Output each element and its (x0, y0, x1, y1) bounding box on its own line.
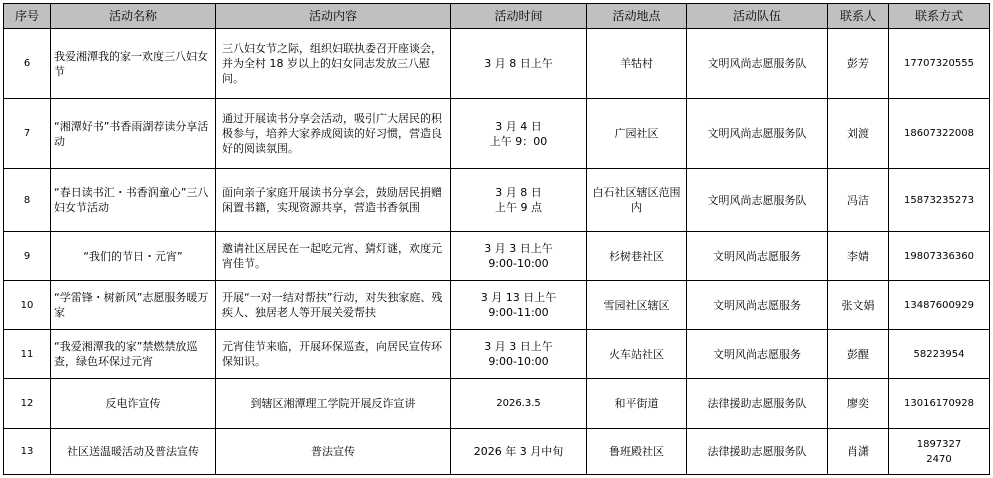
activity-name: 我爱湘潭我的家一欢度三八妇女节 (51, 29, 216, 99)
activity-content: 三八妇女节之际，组织妇联执委召开座谈会，并为全村 18 岁以上的妇女同志发放三八慰问。 (216, 29, 451, 99)
contact-phone: 1897327 2470 (889, 429, 990, 475)
activity-team: 文明风尚志愿服务队 (687, 99, 828, 169)
activity-content: 元宵佳节来临，开展环保巡查，向居民宣传环保知识。 (216, 330, 451, 379)
activity-time: 3 月 13 日上午 9:00-11:00 (451, 281, 587, 330)
contact-phone: 17707320555 (889, 29, 990, 99)
header-contact: 联系人 (828, 4, 889, 29)
contact-person: 李婧 (828, 232, 889, 281)
header-row (4, 4, 990, 29)
row-number: 12 (4, 379, 51, 429)
activity-content: 面向亲子家庭开展读书分享会，鼓励居民捐赠闲置书籍，实现资源共享，营造书香氛围 (216, 169, 451, 232)
table-row (4, 379, 990, 429)
activity-name: “我们的节日・元宵” (51, 232, 216, 281)
activity-name: 反电诈宣传 (51, 379, 216, 429)
header-time: 活动时间 (451, 4, 587, 29)
contact-person: 彭醒 (828, 330, 889, 379)
header-place: 活动地点 (587, 4, 687, 29)
header-phone: 联系方式 (889, 4, 990, 29)
table-row (4, 429, 990, 475)
activity-name: “我爱湘潭我的家”禁燃禁放巡查，绿色环保过元宵 (51, 330, 216, 379)
activity-place: 羊牯村 (587, 29, 687, 99)
activity-place: 雪园社区辖区 (587, 281, 687, 330)
contact-phone: 13016170928 (889, 379, 990, 429)
activity-place: 杉树巷社区 (587, 232, 687, 281)
activity-team: 文明风尚志愿服务 (687, 232, 828, 281)
contact-person: 肖潇 (828, 429, 889, 475)
contact-phone: 15873235273 (889, 169, 990, 232)
header-content: 活动内容 (216, 4, 451, 29)
activity-name: “学雷锋・树新风”志愿服务暖万家 (51, 281, 216, 330)
activity-place: 和平街道 (587, 379, 687, 429)
activity-time: 2026 年 3 月中旬 (451, 429, 587, 475)
activity-team: 文明风尚志愿服务队 (687, 29, 828, 99)
header-no: 序号 (4, 4, 51, 29)
activity-place: 白石社区辖区范围内 (587, 169, 687, 232)
table-row (4, 29, 990, 99)
activity-table (3, 3, 990, 475)
row-number: 10 (4, 281, 51, 330)
activity-name: “春日读书汇・书香润童心”三八妇女节活动 (51, 169, 216, 232)
activity-team: 法律援助志愿服务队 (687, 429, 828, 475)
contact-phone: 19807336360 (889, 232, 990, 281)
row-number: 9 (4, 232, 51, 281)
row-number: 11 (4, 330, 51, 379)
activity-name: “湘潭好书”书香雨湖荐读分享活动 (51, 99, 216, 169)
activity-content: 通过开展读书分享会活动，吸引广大居民的积极参与，培养大家养成阅读的好习惯，营造良好的阅读氛围。 (216, 99, 451, 169)
activity-place: 广园社区 (587, 99, 687, 169)
table-row (4, 232, 990, 281)
contact-phone: 13487600929 (889, 281, 990, 330)
table-row (4, 330, 990, 379)
activity-time: 3 月 8 日上午 (451, 29, 587, 99)
activity-time: 3 月 8 日 上午 9 点 (451, 169, 587, 232)
activity-time: 3 月 4 日 上午 9：00 (451, 99, 587, 169)
contact-person: 廖奕 (828, 379, 889, 429)
activity-time: 2026.3.5 (451, 379, 587, 429)
table-body (4, 29, 990, 475)
activity-place: 鲁班殿社区 (587, 429, 687, 475)
contact-person: 彭芳 (828, 29, 889, 99)
row-number: 8 (4, 169, 51, 232)
table-row (4, 99, 990, 169)
activity-content: 开展“一对一结对帮扶”行动，对失独家庭、残疾人、独居老人等开展关爱帮扶 (216, 281, 451, 330)
contact-person: 刘渡 (828, 99, 889, 169)
table-row (4, 169, 990, 232)
activity-team: 文明风尚志愿服务 (687, 330, 828, 379)
contact-person: 张文娟 (828, 281, 889, 330)
activity-time: 3 月 3 日上午 9:00-10:00 (451, 330, 587, 379)
row-number: 7 (4, 99, 51, 169)
row-number: 6 (4, 29, 51, 99)
header-team: 活动队伍 (687, 4, 828, 29)
activity-name: 社区送温暖活动及普法宣传 (51, 429, 216, 475)
activity-team: 文明风尚志愿服务队 (687, 169, 828, 232)
activity-team: 文明风尚志愿服务 (687, 281, 828, 330)
contact-phone: 18607322008 (889, 99, 990, 169)
row-number: 13 (4, 429, 51, 475)
contact-phone: 58223954 (889, 330, 990, 379)
table-row (4, 281, 990, 330)
activity-content: 邀请社区居民在一起吃元宵、猜灯谜，欢度元宵佳节。 (216, 232, 451, 281)
activity-place: 火车站社区 (587, 330, 687, 379)
activity-content: 到辖区湘潭理工学院开展反诈宣讲 (216, 379, 451, 429)
activity-content: 普法宣传 (216, 429, 451, 475)
activity-time: 3 月 3 日上午 9:00-10:00 (451, 232, 587, 281)
header-name: 活动名称 (51, 4, 216, 29)
contact-person: 冯洁 (828, 169, 889, 232)
activity-team: 法律援助志愿服务队 (687, 379, 828, 429)
